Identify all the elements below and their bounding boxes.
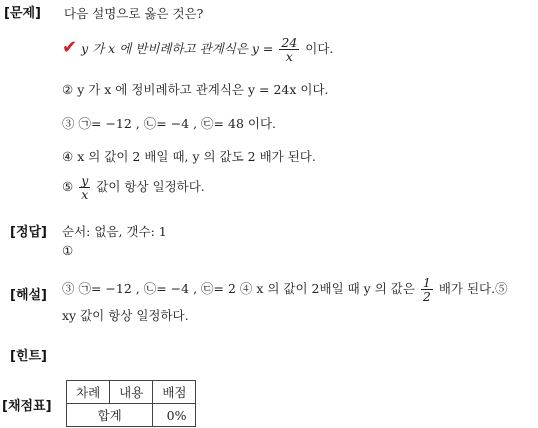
problem-label: [문제] bbox=[4, 6, 41, 21]
option-5[interactable] bbox=[62, 174, 205, 201]
option-1-fraction: $\frac{24}{x}$ bbox=[281, 35, 298, 64]
score-table-header-row bbox=[67, 381, 196, 404]
check-mark-icon: ✔ bbox=[62, 37, 78, 58]
option-4-marker: ④ bbox=[62, 149, 74, 164]
answer-line-2: ① bbox=[62, 243, 74, 258]
option-1-text-b: 이다. bbox=[305, 41, 334, 56]
question-text: 다음 설명으로 옳은 것은? bbox=[64, 6, 204, 21]
option-5-text: 값이 항상 일정하다. bbox=[96, 179, 205, 194]
score-total-value: 0% bbox=[153, 404, 196, 427]
hint-label: [힌트] bbox=[10, 349, 47, 364]
option-3-marker: ③ bbox=[62, 116, 75, 131]
option-5-marker: ⑤ bbox=[62, 179, 74, 194]
option-2-marker: ② bbox=[62, 82, 74, 97]
score-header-points: 배점 bbox=[153, 381, 196, 404]
option-1[interactable] bbox=[62, 36, 333, 63]
explanation-fraction: $\frac{1}{2}$ bbox=[422, 275, 431, 304]
explanation-label: [해설] bbox=[10, 288, 47, 303]
option-3-text: ㉠= −12 , ㉡= −4 , ㉢= 48 이다. bbox=[78, 116, 276, 131]
score-total-label: 합계 bbox=[67, 404, 153, 427]
option-1-text-a: y 가 x 에 반비례하고 관계식은 y = bbox=[81, 41, 274, 56]
score-header-content: 내용 bbox=[110, 381, 153, 404]
option-5-fraction: $\frac{y}{x}$ bbox=[81, 173, 89, 202]
option-4[interactable] bbox=[62, 147, 316, 165]
option-4-text: x 의 값이 2 배일 때, y 의 값도 2 배가 된다. bbox=[77, 149, 316, 164]
explanation-line-2: xy 값이 항상 일정하다. bbox=[62, 308, 189, 323]
score-header-order: 차례 bbox=[67, 381, 110, 404]
answer-line-1: 순서: 없음, 갯수: 1 bbox=[62, 224, 167, 239]
score-label: [채점표] bbox=[2, 399, 52, 414]
option-2-text: y 가 x 에 정비례하고 관계식은 y = 24x 이다. bbox=[77, 82, 329, 97]
score-table-total-row bbox=[67, 404, 196, 427]
option-3[interactable] bbox=[62, 114, 276, 132]
score-table bbox=[66, 380, 196, 427]
explanation-text-b: 배가 된다.⑤ bbox=[438, 281, 508, 296]
explanation-text-a: ③ ㉠= −12 , ㉡= −4 , ㉢= 2 ④ x 의 값이 2배일 때 y 의 값은 bbox=[62, 281, 415, 296]
option-2[interactable] bbox=[62, 80, 329, 98]
answer-label: [정답] bbox=[10, 225, 47, 240]
explanation-line-1 bbox=[62, 276, 508, 303]
